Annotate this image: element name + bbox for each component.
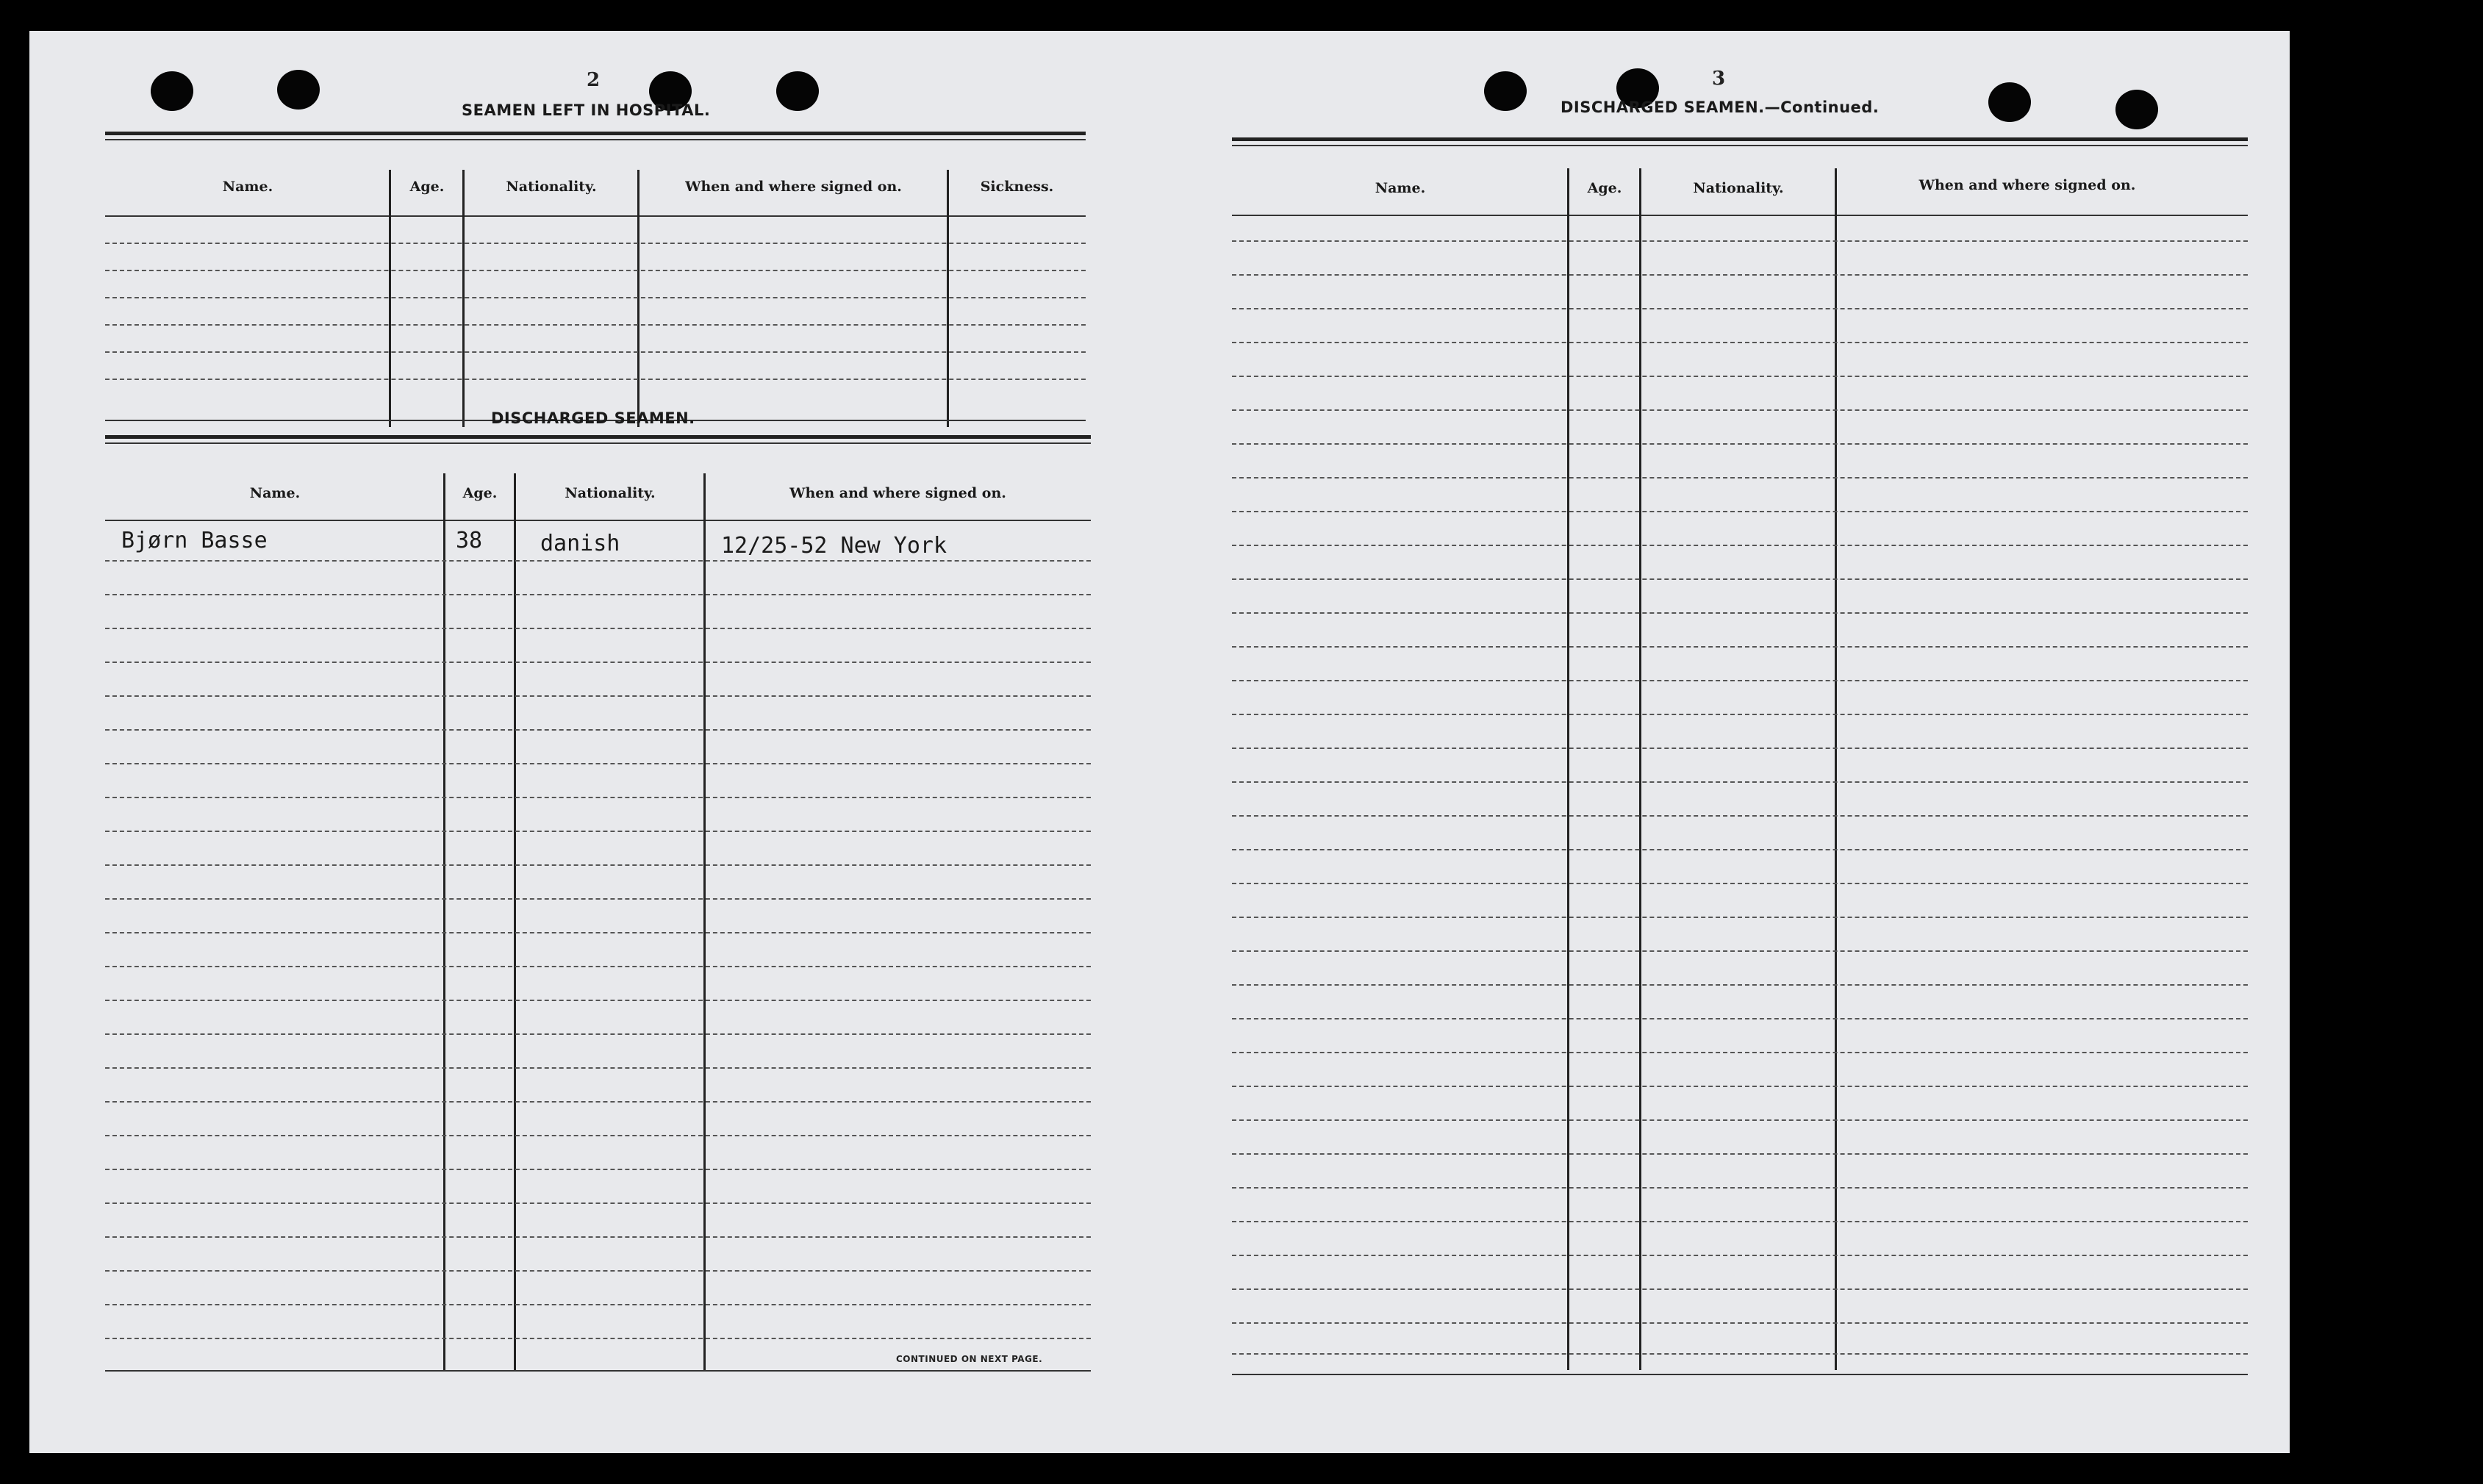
header-nationality: Nationality. [565, 485, 656, 501]
header-nationality: Nationality. [506, 179, 597, 195]
section-title-discharged: DISCHARGED SEAMEN. [491, 409, 695, 427]
header-sickness: Sickness. [980, 179, 1054, 195]
header-name: Name. [222, 179, 273, 195]
header-age: Age. [462, 485, 498, 501]
discharged-continued-table [1232, 137, 2248, 1380]
header-age: Age. [409, 179, 445, 195]
punch-hole [151, 71, 193, 111]
header-when-where: When and where signed on. [1918, 177, 2136, 193]
punch-hole [2115, 90, 2158, 129]
continued-note: CONTINUED ON NEXT PAGE. [896, 1354, 1043, 1364]
punch-hole [1988, 82, 2031, 122]
punch-hole [776, 71, 819, 111]
header-when-where: When and where signed on. [789, 485, 1006, 501]
page-number: 3 [1712, 68, 1726, 90]
page-number: 2 [587, 69, 601, 91]
header-name: Name. [1375, 180, 1426, 196]
document-sheet [29, 31, 2290, 1453]
header-age: Age. [1587, 180, 1622, 196]
discharged-table [105, 435, 1091, 1380]
seaman-nationality: danish [540, 531, 620, 556]
header-when-where: When and where signed on. [685, 179, 902, 195]
header-nationality: Nationality. [1693, 180, 1784, 196]
section-title-hospital: SEAMEN LEFT IN HOSPITAL. [462, 101, 711, 119]
seaman-when-where: 12/25-52 New York [721, 533, 947, 559]
punch-hole [1484, 71, 1527, 111]
punch-hole [277, 70, 320, 110]
seaman-age: 38 [456, 528, 483, 553]
seaman-name: Bjørn Basse [121, 528, 268, 553]
hospital-table [105, 132, 1086, 429]
header-name: Name. [249, 485, 301, 501]
section-title-discharged-continued: DISCHARGED SEAMEN.—Continued. [1561, 98, 1880, 116]
